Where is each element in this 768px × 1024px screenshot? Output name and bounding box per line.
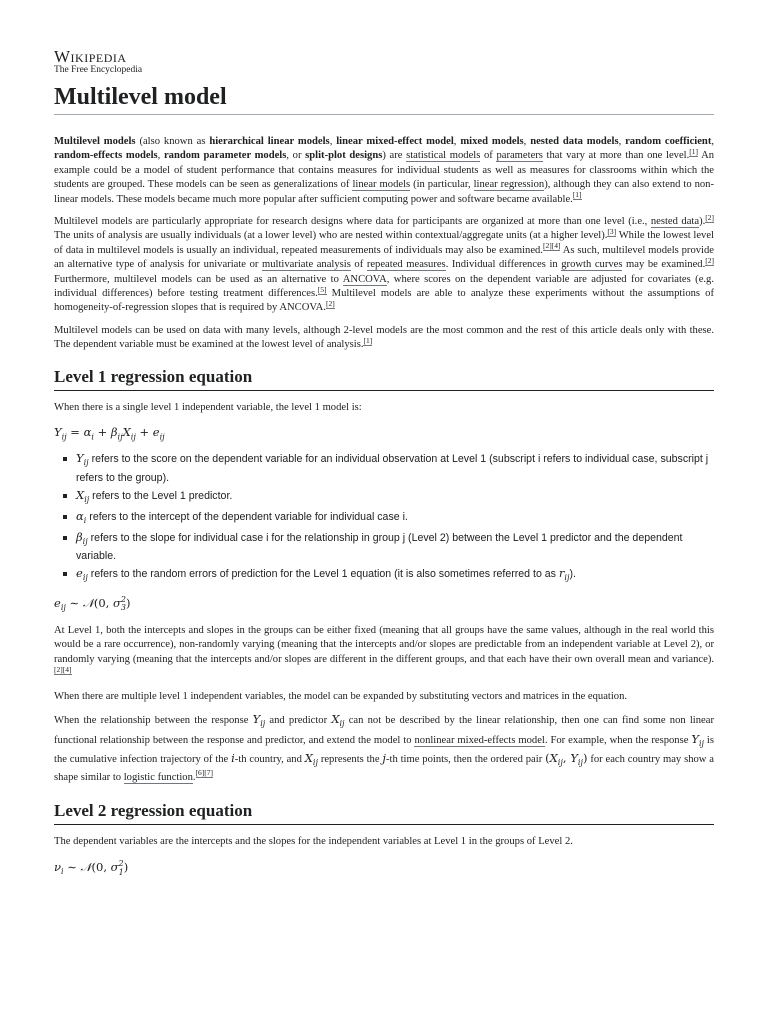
wikipedia-logo[interactable] (54, 48, 714, 80)
text: ) are (382, 150, 407, 162)
citation-link[interactable]: [2] (705, 212, 715, 222)
section-heading-level-2: Level 2 regression equation (54, 801, 714, 825)
text: As such, multilevel models provide an alternative type of analysis for univariate or (54, 244, 714, 271)
text: Multilevel models are able to analyze these experiments without the assumptions of homogeneity-of-regression slopes that is required by ANCOVA. (54, 288, 714, 314)
text: of (350, 259, 367, 271)
citation-link[interactable]: [1] (363, 335, 373, 345)
intro-paragraph-1 (54, 135, 714, 207)
link-ancova[interactable]: ANCOVA (342, 273, 387, 285)
link-logistic-function[interactable]: logistic function (123, 771, 193, 783)
text: , (329, 136, 337, 147)
text: While the lowest level of data in multilevel models is usually an individual, repeated measurements of individuals may also be examined. (54, 230, 714, 256)
text: , (157, 150, 164, 162)
list-item: $\beta_{ij}$ refers to the slope for individual case i for the relationship in group j (Level 2) between the Level 1 predictor and the dependent variable. (76, 530, 714, 564)
link-linear-models[interactable]: linear models (352, 179, 411, 191)
link-nonlinear-mixed-effects-model[interactable]: nonlinear mixed-effects model (414, 734, 545, 746)
term: hierarchical linear models (209, 136, 330, 147)
link-linear-regression[interactable]: linear regression (473, 179, 545, 191)
logo-tagline: The Free Encyclopedia (54, 65, 143, 75)
section-heading-level-1: Level 1 regression equation (54, 367, 714, 391)
citation-link[interactable]: [2][4] (542, 241, 561, 251)
text: that vary at more than one level. (542, 150, 690, 162)
text: , where scores on the dependent variable are adjusted for covariates (e.g. individual differences) before testing treatment differences. (54, 273, 714, 300)
text: , or (286, 150, 306, 162)
text: (also known as (135, 136, 210, 147)
text: , (453, 136, 461, 147)
text: An example could be a model of student performance that contains measures for individual students as well as measures for classrooms within which the students are grouped. These models can be seen as generalizations of (54, 150, 715, 191)
link-parameters[interactable]: parameters (496, 150, 543, 162)
term: random parameter models (163, 150, 287, 162)
nu-distribution-equation: $\nu_i$ ∼ 𝒩(0, $\sigma^2_1$) (54, 859, 129, 877)
text: . Individual differences in (445, 259, 562, 271)
section1-paragraph-3: When there are multiple level 1 independent variables, the model can be expanded by substituting vectors and matrices in the equation. (54, 690, 628, 702)
citation-link[interactable]: [2][4] (54, 664, 72, 674)
text: , (711, 136, 715, 147)
error-distribution-equation: $e_{ij}$ ∼ 𝒩(0, $\sigma^2_3$) (54, 594, 131, 613)
citation-link[interactable]: [5] (317, 284, 327, 294)
link-statistical-models[interactable]: statistical models (406, 150, 481, 162)
text: The units of analysis are usually individuals (at a lower level) who are nested within contextual/aggregate units (at a higher level). (54, 230, 608, 242)
link-repeated-measures[interactable]: repeated measures (366, 259, 446, 271)
citation-link[interactable]: [2] (325, 298, 335, 308)
list-item: $\alpha_i$ refers to the intercept of the dependent variable for individual case i. (76, 509, 714, 528)
intro-paragraph-2 (54, 212, 715, 316)
logo-wordmark: Wikipedia (54, 47, 127, 66)
intro-paragraph-3 (54, 324, 714, 353)
text: Multilevel models can be used on data with many levels, although 2-level models are the most common and the rest of this article deals only with these. The dependent variable must be examined at the lowest level of analysis. (54, 324, 714, 351)
text: Furthermore, multilevel models can be used as an alternative to (54, 273, 343, 285)
term: split-plot designs (305, 150, 383, 162)
text: of (480, 150, 497, 162)
text: (in particular, (410, 179, 474, 191)
text: ). (699, 216, 706, 228)
text: may be examined. (622, 259, 706, 271)
text: ), although they can also extend to non-linear models. These models became much more popular after sufficient computing power and software became available. (54, 179, 714, 205)
level1-equation: $Y_{ij} = \alpha_i + \beta_{ij}X_{ij} + e_{ij}$ (54, 425, 165, 442)
text: Multilevel models are particularly appropriate for research designs where data for participants are organized at more than one level (i.e., (54, 216, 651, 228)
text: , (618, 136, 626, 147)
section1-intro: When there is a single level 1 independent variable, the level 1 model is: (54, 401, 362, 413)
text: , (523, 136, 531, 147)
link-growth-curves[interactable]: growth curves (561, 259, 623, 271)
page-title: Multilevel model (54, 84, 714, 115)
list-item: $e_{ij}$ refers to the random errors of prediction for the Level 1 equation (it is also sometimes referred to as $r_{ij}$). (76, 566, 714, 585)
section1-paragraph-4: When the relationship between the response $Y_{ij}$ and predictor $X_{ij}$ can not be described by the linear relationship, then one can find some non linear functional relationship between the response and predictor, and extend the model to nonlinear mixed-effects model. For example, when the response $Y_{ij}$ is the cumulative infection trajectory of the i-th country, and $X_{ij}$ represents the j-th time points, then the ordered pair ($X_{ij}$, $Y_{ij}$) for each country may show a shape similar to logistic function.[6][7] (54, 712, 715, 783)
citation-link[interactable]: [3] (607, 226, 617, 236)
term: random coefficient (625, 136, 712, 147)
term: nested data models (530, 136, 619, 147)
term: linear mixed-effect model (336, 136, 454, 147)
link-multivariate-analysis[interactable]: multivariate analysis (261, 259, 351, 271)
term: mixed models (460, 136, 524, 147)
section2-intro: The dependent variables are the intercepts and the slopes for the independent variables at Level 1 in the groups of Level 2. (54, 836, 573, 848)
citation-link[interactable]: [6][7] (195, 768, 214, 778)
link-nested-data[interactable]: nested data (650, 216, 700, 228)
citation-link[interactable]: [1] (689, 146, 699, 156)
term: random-effects models (54, 150, 158, 162)
article (54, 48, 714, 877)
list-item: $X_{ij}$ refers to the Level 1 predictor. (76, 488, 714, 507)
term: Multilevel models (54, 136, 136, 147)
citation-link[interactable]: [1] (572, 190, 582, 200)
variable-definitions-list (54, 451, 714, 585)
citation-link[interactable]: [2] (705, 255, 715, 265)
list-item: $Y_{ij}$ refers to the score on the dependent variable for an individual observation at Level 1 (subscript i refers to individual case, subscript j refers to the group). (76, 451, 714, 485)
section1-paragraph-2: At Level 1, both the intercepts and slopes in the groups can be either fixed (meaning that all groups have the same values, although in the real world this would be a rare occurrence), non-randomly varying (meaning that the intercepts and/or slopes are predictable from an independent variable at Level 2), or randomly varying (meaning that the intercepts and/or slopes are different in the different groups, and that each have their own overall mean and variance).[2][4] (54, 625, 714, 674)
